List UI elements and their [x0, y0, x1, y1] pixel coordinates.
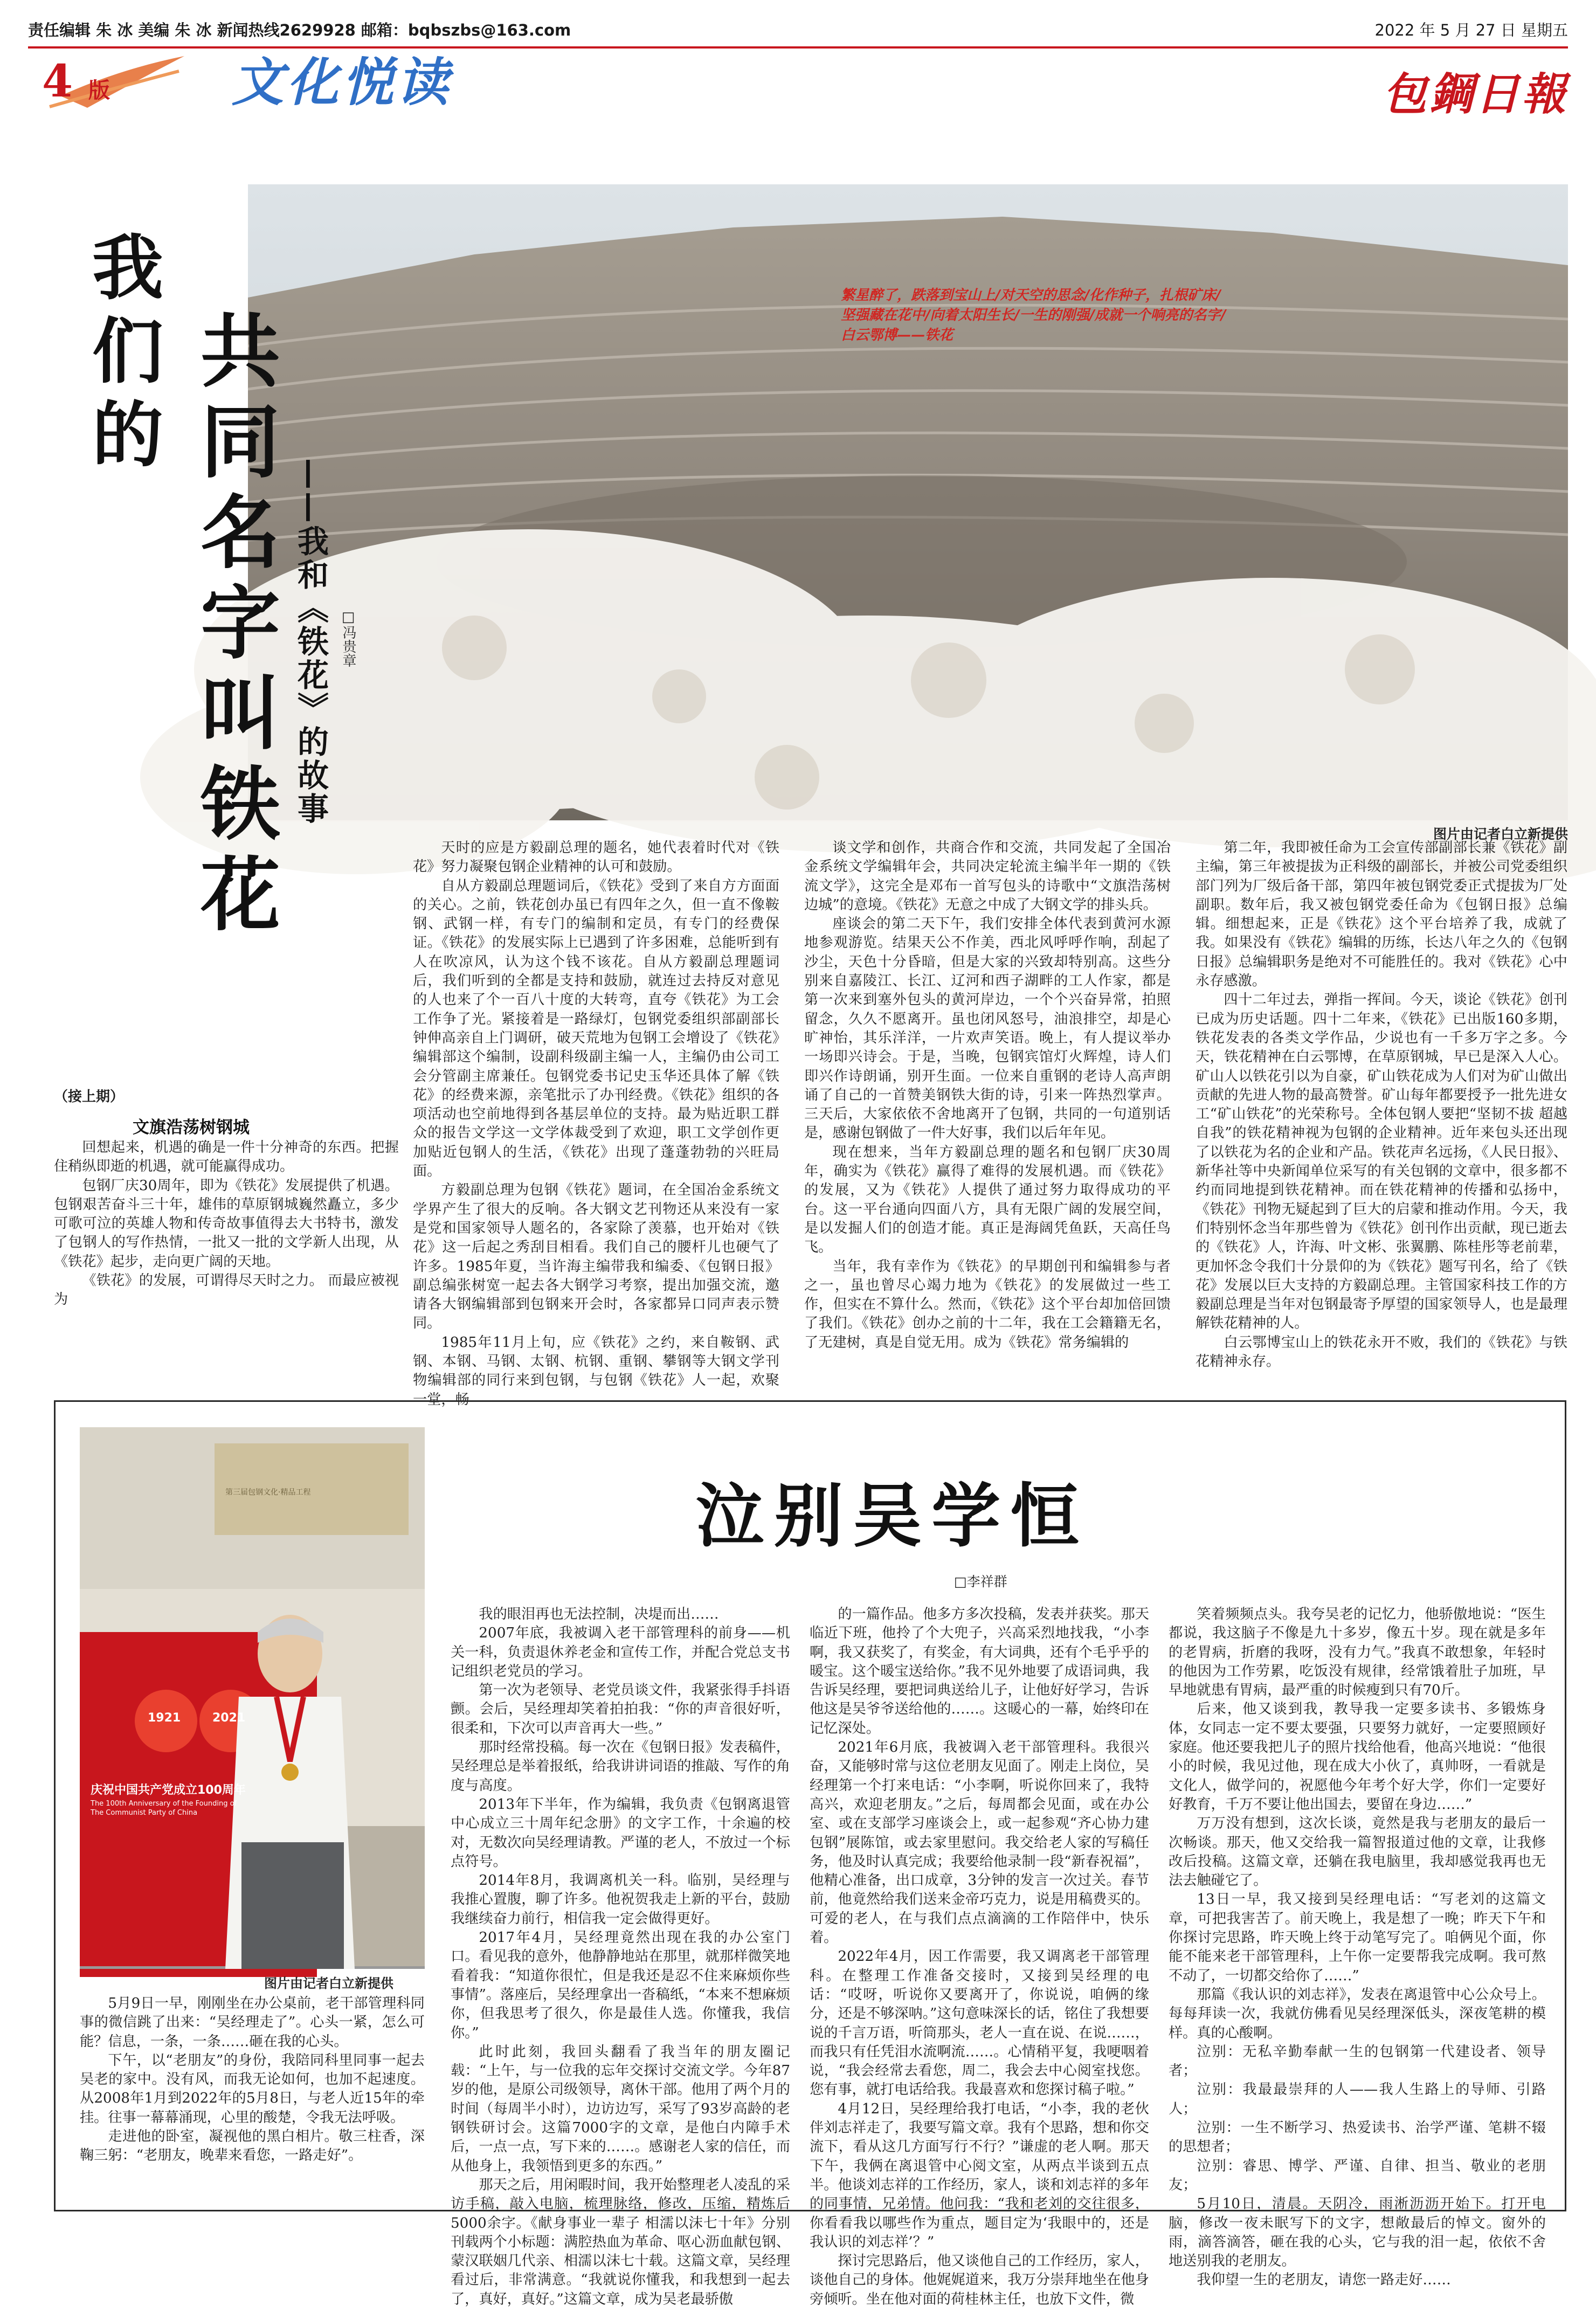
title-char: 同: [201, 395, 280, 489]
paragraph: 那时经常投稿。每一次在《包钢日报》发表稿件，吴经理总是举着报纸，给我讲讲词语的推敲、写作的角度与高度。: [451, 1739, 790, 1794]
article1-subtitle: ——我和《铁花》的故事: [292, 458, 329, 826]
paragraph: 现在想来，当年方毅副总理的题名和包钢厂庆30周年，确实为《铁花》赢得了难得的发展机遇。而《铁花》的发展，又为《铁花》人提供了通过努力取得成功的平台。这一平台通向四面八方，具有无限广阔的发展空间，是以发掘人们的创造才能。真正是海阔凭鱼跃，天高任鸟飞。: [804, 1144, 1171, 1256]
article1-title-left: [87, 226, 168, 477]
article1-title-right: [197, 306, 284, 940]
article1-column-2: [413, 839, 779, 1408]
article2-column-4: [1169, 1605, 1546, 2289]
paragraph: 1985年11月上旬，应《铁花》之约，来自鞍钢、武钢、本钢、马钢、太钢、杭钢、重钢、攀钢等大钢文学刊物编辑部的同行来到包钢，与包钢《铁花》人一起，欢聚一堂，畅: [413, 1334, 779, 1408]
title-char: 的: [92, 393, 163, 477]
paragraph: 当年，我有幸作为《铁花》的早期创刊和编辑参与者之一，虽也曾尽心竭力地为《铁花》的发展做过一些工作，但实在不算什么。然而，《铁花》这个平台却加倍回馈了我们。《铁花》创办之前的十二年，我在工会籍籍无名，了无建树，真是自觉无用。成为《铁花》常务编辑的: [804, 1258, 1171, 1351]
page-number-unit: 版: [88, 78, 110, 103]
paragraph: 5月10日，清晨。天阴冷，雨淅沥沥开始下。打开电脑，修改一夜未眠写下的文字，想敞最后的悼文。窗外的雨，滴答滴答，砸在我的心头，它与我的泪一起，依依不舍地送别我的老朋友。: [1169, 2196, 1546, 2270]
poem-line: 白云鄂博——铁花: [841, 327, 954, 343]
page-number-badge: [28, 53, 190, 117]
article2-author: □李祥群: [954, 1574, 1007, 1589]
paragraph: 四十二年过去，弹指一挥间。今天，谈论《铁花》创刊已成为历史话题。四十二年来，《铁花》已出版160多期，铁花发表的各类文学作品，少说也有一千多万字之多。今天，铁花精神在白云鄂博，在草原钢城，早已是深入人心。矿山人以铁花引以为自豪，矿山铁花成为人们对为矿山做出贡献的先进人物的最高赞誉。矿山每年都要授予一批先进女工“矿山铁花”的光荣称号。全体包钢人要把“坚韧不拔 超越自我”的铁花精神视为包钢的企业精神。近年来包头还出现了以铁花为名的企业和产品。铁花声名远扬，《人民日报》、新华社等中央新闻单位采写的有关包钢的文章中，很多都不约而同地提到铁花精神。而在铁花精神的传播和弘扬中，《铁花》刊物无疑起到了巨大的启蒙和推动作用。今天，我们特别怀念当年那些曾为《铁花》创刊作出贡献，现已逝去的《铁花》人，许海、叶文彬、张翼鹏、陈桂彤等老前辈，更加怀念令我们十分景仰的为《铁花》题写刊名，给了《铁花》发展以巨大支持的方毅副总理。主管国家科技工作的方毅副总理是当年对包钢最寄予厚望的国家领导人，也是最理解铁花精神的人。: [1196, 992, 1567, 1332]
title-char: 铁: [201, 757, 280, 851]
masthead-rule: [28, 46, 1568, 49]
article2-photo-caption: 图片由记者白立新提供: [264, 1976, 393, 1991]
title-char: 字: [201, 576, 280, 670]
title-char: 名: [201, 486, 280, 579]
paragraph: 泣别：无私辛勤奉献一生的包钢第一代建设者、领导者；: [1169, 2043, 1546, 2079]
article2-photo: [80, 1427, 425, 1969]
paragraph: 那天之后，用闲暇时间，我开始整理老人凌乱的采访手稿，敲入电脑，梳理脉络，修改，压缩，精炼后5000余字。《献身事业一辈子 相濡以沫七十年》分别刊载两个小标题：满腔热血为革命、呕心沥血献包钢、蒙汉联姻几代亲、相濡以沫七十载。这篇文章，吴经理看过后，非常满意。“我就说你懂我，和我想到一起去了，真好，真好。”这篇文章，成为吴老最骄傲: [451, 2176, 790, 2307]
photo-year-left: 1921: [148, 1711, 181, 1725]
hero-photo-caption: 图片由记者白立新提供: [1433, 826, 1568, 842]
editor-line: 责任编辑 朱 冰 美编 朱 冰 新闻热线2629928 邮箱：bqbszbs@163.com: [28, 21, 571, 39]
paragraph: 自从方毅副总理题词后，《铁花》受到了来自方方面面的关心。之前，铁花创办虽已有四年之久，但一直不像鞍钢、武钢一样，有专门的编制和定员，有专门的经费保证。《铁花》的发展实际上已遇到了许多困难，总能听到有人在吹凉风，认为这个钱不该花。自从方毅副总理题词后，我们听到的全都是支持和鼓励，就连过去持反对意见的人也来了个一百八十度的大转弯，直夸《铁花》为工会工作争了光。紧接着是一路绿灯，包钢党委组织部副部长钟伸高亲自上门调研，破天荒地为包钢工会增设了《铁花》编辑部这个编制，设副科级副主编一人，主编仍由公司工会分管副主席兼任。包钢党委书记史玉华还具体了解《铁花》的经费来源，亲笔批示了办刊经费。《铁花》组织的各项活动也空前地得到各基层单位的支持。最为贴近职工群众的报告文学这一文学体裁受到了欢迎，职工文学创作更加贴近包钢人的生活，《铁花》出现了蓬蓬勃勃的兴旺局面。: [413, 877, 779, 1180]
paragraph: 天时的应是方毅副总理的题名，她代表着时代对《铁花》努力凝聚包钢企业精神的认可和鼓励。: [413, 840, 779, 875]
paragraph: 2014年8月，我调离机关一科。临别，吴经理与我推心置腹，聊了许多。他祝贺我走上新的平台，鼓励我继续奋力前行，相信我一定会做得更好。: [451, 1872, 790, 1927]
paragraph: 后来，他又谈到我，教导我一定要多读书、多锻炼身体，女同志一定不要太要强，只要努力就好，一定要照顾好家庭。他还要我把儿子的照片找给他看，他高兴地说：“他很小的时候，我见过他，现在成大小伙了，真帅呀，一看就是文化人，做学问的，祝愿他今年考个好大学，你们一定要好好教育，千万不要让他出国去，要留在身边……”: [1169, 1701, 1546, 1813]
article2-column-3: [810, 1605, 1149, 2307]
page-number: 4: [42, 56, 73, 107]
article2-column-2: [451, 1605, 790, 2307]
photo-board-text: 第三届包钢文化·精品工程: [225, 1488, 311, 1497]
paragraph: 此时此刻，我回头翻看了我当年的朋友圈记载：“上午，与一位我的忘年交探讨交流文学。今年87岁的他，是原公司级领导，离休干部。他用了两个月的时间（每周半小时），边访边写，采写了93岁高龄的老钢铁研讨会。这篇7000字的文章，是他白内障手术后，一点一点，写下来的……。感谢老人家的信任，而从他身上，我领悟到更多的东西。”: [451, 2043, 790, 2174]
paragraph: 2013年下半年，作为编辑，我负责《包钢离退管中心成立三十周年纪念册》的文字工作，十余遍的校对，无数次向吴经理请教。严谨的老人，不放过一个标点符号。: [451, 1796, 790, 1870]
paragraph: 谈文学和创作，共商合作和交流，共同发起了全国冶金系统文学编辑年会，共同决定轮流主编半年一期的《铁流文学》，这完全是邓布一首写包头的诗歌中“文旗浩荡树边城”的意境。《铁花》无意之中成了大钢文学的排头兵。: [804, 840, 1171, 913]
paragraph: 回想起来，机遇的确是一件十分神奇的东西。把握住稍纵即逝的机遇，就可能赢得成功。: [54, 1139, 399, 1175]
article2-column-1: [80, 1994, 425, 2199]
poem-line: 坚强藏在花中/向着太阳生长/一生的刚强/成就一个响亮的名字/: [841, 307, 1226, 323]
paragraph: 方毅副总理为包钢《铁花》题词，在全国冶金系统文学界产生了很大的反响。各大钢文艺刊物还从来没有一家是党和国家领导人题名的，各家除了羡慕，也开始对《铁花》这一后起之秀刮目相看。我们自己的腰杆儿也硬气了许多。1985年夏，当许海主编带我和编委、《包钢日报》副总编张树宽一起去各大钢学习考察，提出加强交流，邀请各大钢编辑部到包钢来开会时，各家都异口同声表示赞同。: [413, 1182, 779, 1332]
paragraph: 探讨完思路后，他又谈他自己的工作经历，家人，谈他自己的身体。他娓娓道来，我万分崇拜地坐在他身旁倾听。坐在他对面的荷桂林主任，也放下文件，微: [810, 2253, 1149, 2307]
mine-landscape-photo: [248, 184, 1568, 820]
paragraph: 5月9日一早，刚刚坐在办公桌前，老干部管理科同事的微信跳了出来：“吴经理走了”。心头一紧，怎么可能？信息，一条，一条……砸在我的心头。: [80, 1995, 425, 2050]
paragraph: 2021年6月底，我被调入老干部管理科。我很兴奋，又能够时常与这位老朋友见面了。刚走上岗位，吴经理第一个打来电话：“小李啊，听说你回来了，我特高兴，欢迎老朋友。”之后，每周都会见面，或在办公室、或在支部学习座谈会上，或一起参观“齐心协力建包钢”展陈馆，或去家里慰问。我交给老人家的写稿任务，他及时认真完成；我要给他录制一段“新春祝福”，他精心准备，出口成章，3分钟的发言一次过关。春节前，他竟然给我们送来金帝巧克力，说是用稿费买的。可爱的老人，在与我们点点滴滴的工作陪伴中，快乐着。: [810, 1739, 1149, 1946]
paragraph: 白云鄂博宝山上的铁花永开不败，我们的《铁花》与铁花精神永存。: [1196, 1334, 1567, 1370]
paragraph: 4月12日，吴经理给我打电话，“小李，我的老伙伴刘志祥走了，我要写篇文章。我有个思路，想和你交流下，看从这几方面写行不行？”谦虚的老人啊。那天下午，我俩在离退管中心阅文室，从两点半谈到五点半。他谈刘志祥的工作经历，家人，谈和刘志祥的多年的同事情，兄弟情。他问我：“我和老刘的交往很多，你看看我以哪些作为重点，题目定为‘我眼中的，还是我认识的刘志祥’？”: [810, 2100, 1149, 2250]
article2-title: 泣别吴学恒: [695, 1476, 1089, 1557]
photo-banner-en: The 100th Anniversary of the Founding of The Communist Party of China: [91, 1800, 237, 1817]
title-char: 们: [92, 310, 163, 393]
section-subhead: 文旗浩荡树钢城: [133, 1118, 250, 1137]
paragraph: 《铁花》的发展，可谓得尽天时之力。 而最应被视为: [54, 1273, 399, 1308]
article1-column-3: [804, 839, 1171, 1375]
paragraph: 第一次为老领导、老党员谈文件，我紧张得手抖语颤。会后，吴经理却笑着拍拍我：“你的声音很好听，很柔和，下次可以声音再大一些。”: [451, 1682, 790, 1737]
photo-banner-cn: 庆祝中国共产党成立100周年: [91, 1783, 246, 1797]
paragraph: 泣别：睿思、博学、严谨、自律、担当、敬业的老朋友；: [1169, 2158, 1546, 2193]
paragraph: 的一篇作品。他多方多次投稿，发表并获奖。那天临近下班，他拎了个大兜子，兴高采烈地找我，“小李啊，我又获奖了，有奖金，有大词典，还有个毛乎乎的暖宝。这个暖宝送给你。”我不见外地要了成语词典，我告诉吴经理，要把词典送给儿子，让他好好学习，告诉他这是吴爷爷送给他的……。这暖心的一幕，始终印在记忆深处。: [810, 1606, 1149, 1737]
hero-photo: [248, 184, 1568, 820]
article1-column-4: [1196, 839, 1567, 1375]
paragraph: 2017年4月，吴经理竟然出现在我的办公室门口。看见我的意外，他静静地站在那里，就那样微笑地看着我：“知道你很忙，但是我还是忍不住来麻烦你些事情”。落座后，吴经理拿出一沓稿纸，“本来不想麻烦你，但我思考了很久，你是最佳人选。你懂我，我信你。”: [451, 1930, 790, 2041]
title-char: 花: [201, 848, 280, 942]
paragraph: 13日一早，我又接到吴经理电话：“写老刘的这篇文章，可把我害苦了。前天晚上，我是想了一晚；昨天下午和你探讨完思路，昨天晚上终于动笔写完了。咱俩见个面，你能不能来老干部管理科，上午你一定要帮我完成啊。我可熬不动了，一切都交给你了……”: [1169, 1891, 1546, 1984]
hero-poem: [841, 286, 1226, 345]
paragraph: 我的眼泪再也无法控制，决堤而出……: [479, 1606, 719, 1622]
title-char: 叫: [201, 667, 280, 761]
section-name: 文化悦读: [232, 52, 452, 113]
article1-author: □冯贵章: [340, 609, 356, 667]
paragraph: 走进他的卧室，凝视他的黑白相片。敬三柱香，深鞠三躬：“老朋友，晚辈来看您，一路走好”。: [80, 2128, 425, 2164]
portrait-photo: [80, 1427, 425, 1969]
paragraph: 座谈会的第二天下午，我们安排全体代表到黄河水源地参观游览。结果天公不作美，西北风呼呼作响，刮起了沙尘，天色十分昏暗，但是大家的兴致却特别高。这些分别来自嘉陵江、长江、辽河和西子湖畔的工人作家，都是第一次来到塞外包头的黄河岸边，一个个兴奋异常，拍照留念，久久不愿离开。虽也闭风怒号，油浪排空，却是心旷神怡，其乐洋洋，一片欢声笑语。晚上，有人提议举办一场即兴诗会。于是，当晚，包钢宾馆灯火辉煌，诗人们即兴作诗朗诵，别开生面。一位来自重钢的老诗人高声朗诵了自己的一首赞美钢铁大街的诗，引来一阵热烈掌声。三天后，大家依依不舍地离开了包钢，共同的一句道别话是，感谢包钢做了一件大好事，我们以后年年见。: [804, 916, 1171, 1142]
paragraph: 包钢厂庆30周年，即为《铁花》发展提供了机遇。包钢艰苦奋斗三十年，雄伟的草原钢城巍然矗立，多少可歌可泣的英雄人物和传奇故事值得去大书特书，激发了包钢人的写作热情，一批又一批的文学新人出现，从《铁花》起步，走向更广阔的天地。: [54, 1177, 399, 1270]
paragraph: 第二年，我即被任命为工会宣传部副部长兼《铁花》副主编，第三年被提拔为正科级的副部长，并被公司党委组织部门列为厂级后备干部，第四年被包钢党委正式提拔为厂处副职。数年后，我又被包钢党委任命为《包钢日报》总编辑。细想起来，正是《铁花》这个平台培养了我，成就了我。如果没有《铁花》编辑的历练，长达八年之久的《包钢日报》总编辑职务是绝对不可能胜任的。我对《铁花》心中永存感激。: [1196, 840, 1567, 990]
title-char: 我: [92, 226, 163, 310]
paragraph: 2022年4月，因工作需要，我又调离老干部管理科。在整理工作准备交接时，又接到吴经理的电话：“哎呀，听说你又要离开了，你说说，咱俩的缘分，还是不够深呐。”这句意味深长的话，铭住了我想要说的千言万语，听筒那头，老人一直在说、在说……，而我只有任凭泪水流啊流……。心情稍平复，我哽咽着说，“我会经常去看您，周二，我会去中心阅室找您。您有事，就打电话给我。我最喜欢和您探讨稿子啦。”: [810, 1948, 1149, 2098]
paragraph: 2007年底，我被调入老干部管理科的前身——机关一科，负责退休养老金和宣传工作，并配合党总支书记组织老党员的学习。: [451, 1625, 790, 1679]
photo-year-right: 2021: [212, 1711, 246, 1725]
paragraph: 万万没有想到，这次长谈，竟然是我与老朋友的最后一次畅谈。那天，他又交给我一篇智报道过他的文章，让我修改后投稿。这篇文章，还躺在我电脑里，我却感觉我再也无法去触碰它了。: [1169, 1815, 1546, 1889]
paragraph: 泣别：我最最崇拜的人——我人生路上的导师、引路人；: [1169, 2082, 1546, 2117]
article1-column-1: [54, 1138, 399, 1370]
paragraph: 我仰望一生的老朋友，请您一路走好……: [1197, 2272, 1451, 2289]
continued-label: （接上期）: [54, 1089, 125, 1105]
paragraph: 泣别：一生不断学习、热爱读书、治学严谨、笔耕不辍的思想者；: [1169, 2120, 1546, 2155]
title-char: 共: [201, 305, 280, 398]
paragraph: 那篇《我认识的刘志祥》，发表在离退管中心公众号上。每每拜读一次，我就仿佛看见吴经理深低头，深夜笔耕的模样。真的心酸啊。: [1169, 1986, 1546, 2041]
paragraph: 笑着频频点头。我夸吴老的记忆力，他骄傲地说：“医生都说，我这脑子不像是九十多岁，像五十岁。现在就是多年的老胃病，折磨的我呀，没有力气。”我真不敢想象，年轻时的他因为工作劳累，吃饭没有规律，经常饿着肚子加班，早早地就患有胃病，最严重的时候瘦到只有70斤。: [1169, 1606, 1546, 1699]
paragraph: 下午，以“老朋友”的身份，我陪同科里同事一起去吴老的家中。没有风，而我无论如何，也加不起速度。从2008年1月到2022年的5月8日，与老人近15年的牵挂。往事一幕幕涌现，心里的酸楚，令我无法呼吸。: [80, 2052, 425, 2126]
poem-line: 繁星醉了，跌落到宝山上/对天空的思念/化作种子，扎根矿床/: [841, 287, 1221, 303]
newspaper-logo: 包鋼日報: [1383, 68, 1568, 120]
issue-date: 2022 年 5 月 27 日 星期五: [1374, 21, 1568, 39]
